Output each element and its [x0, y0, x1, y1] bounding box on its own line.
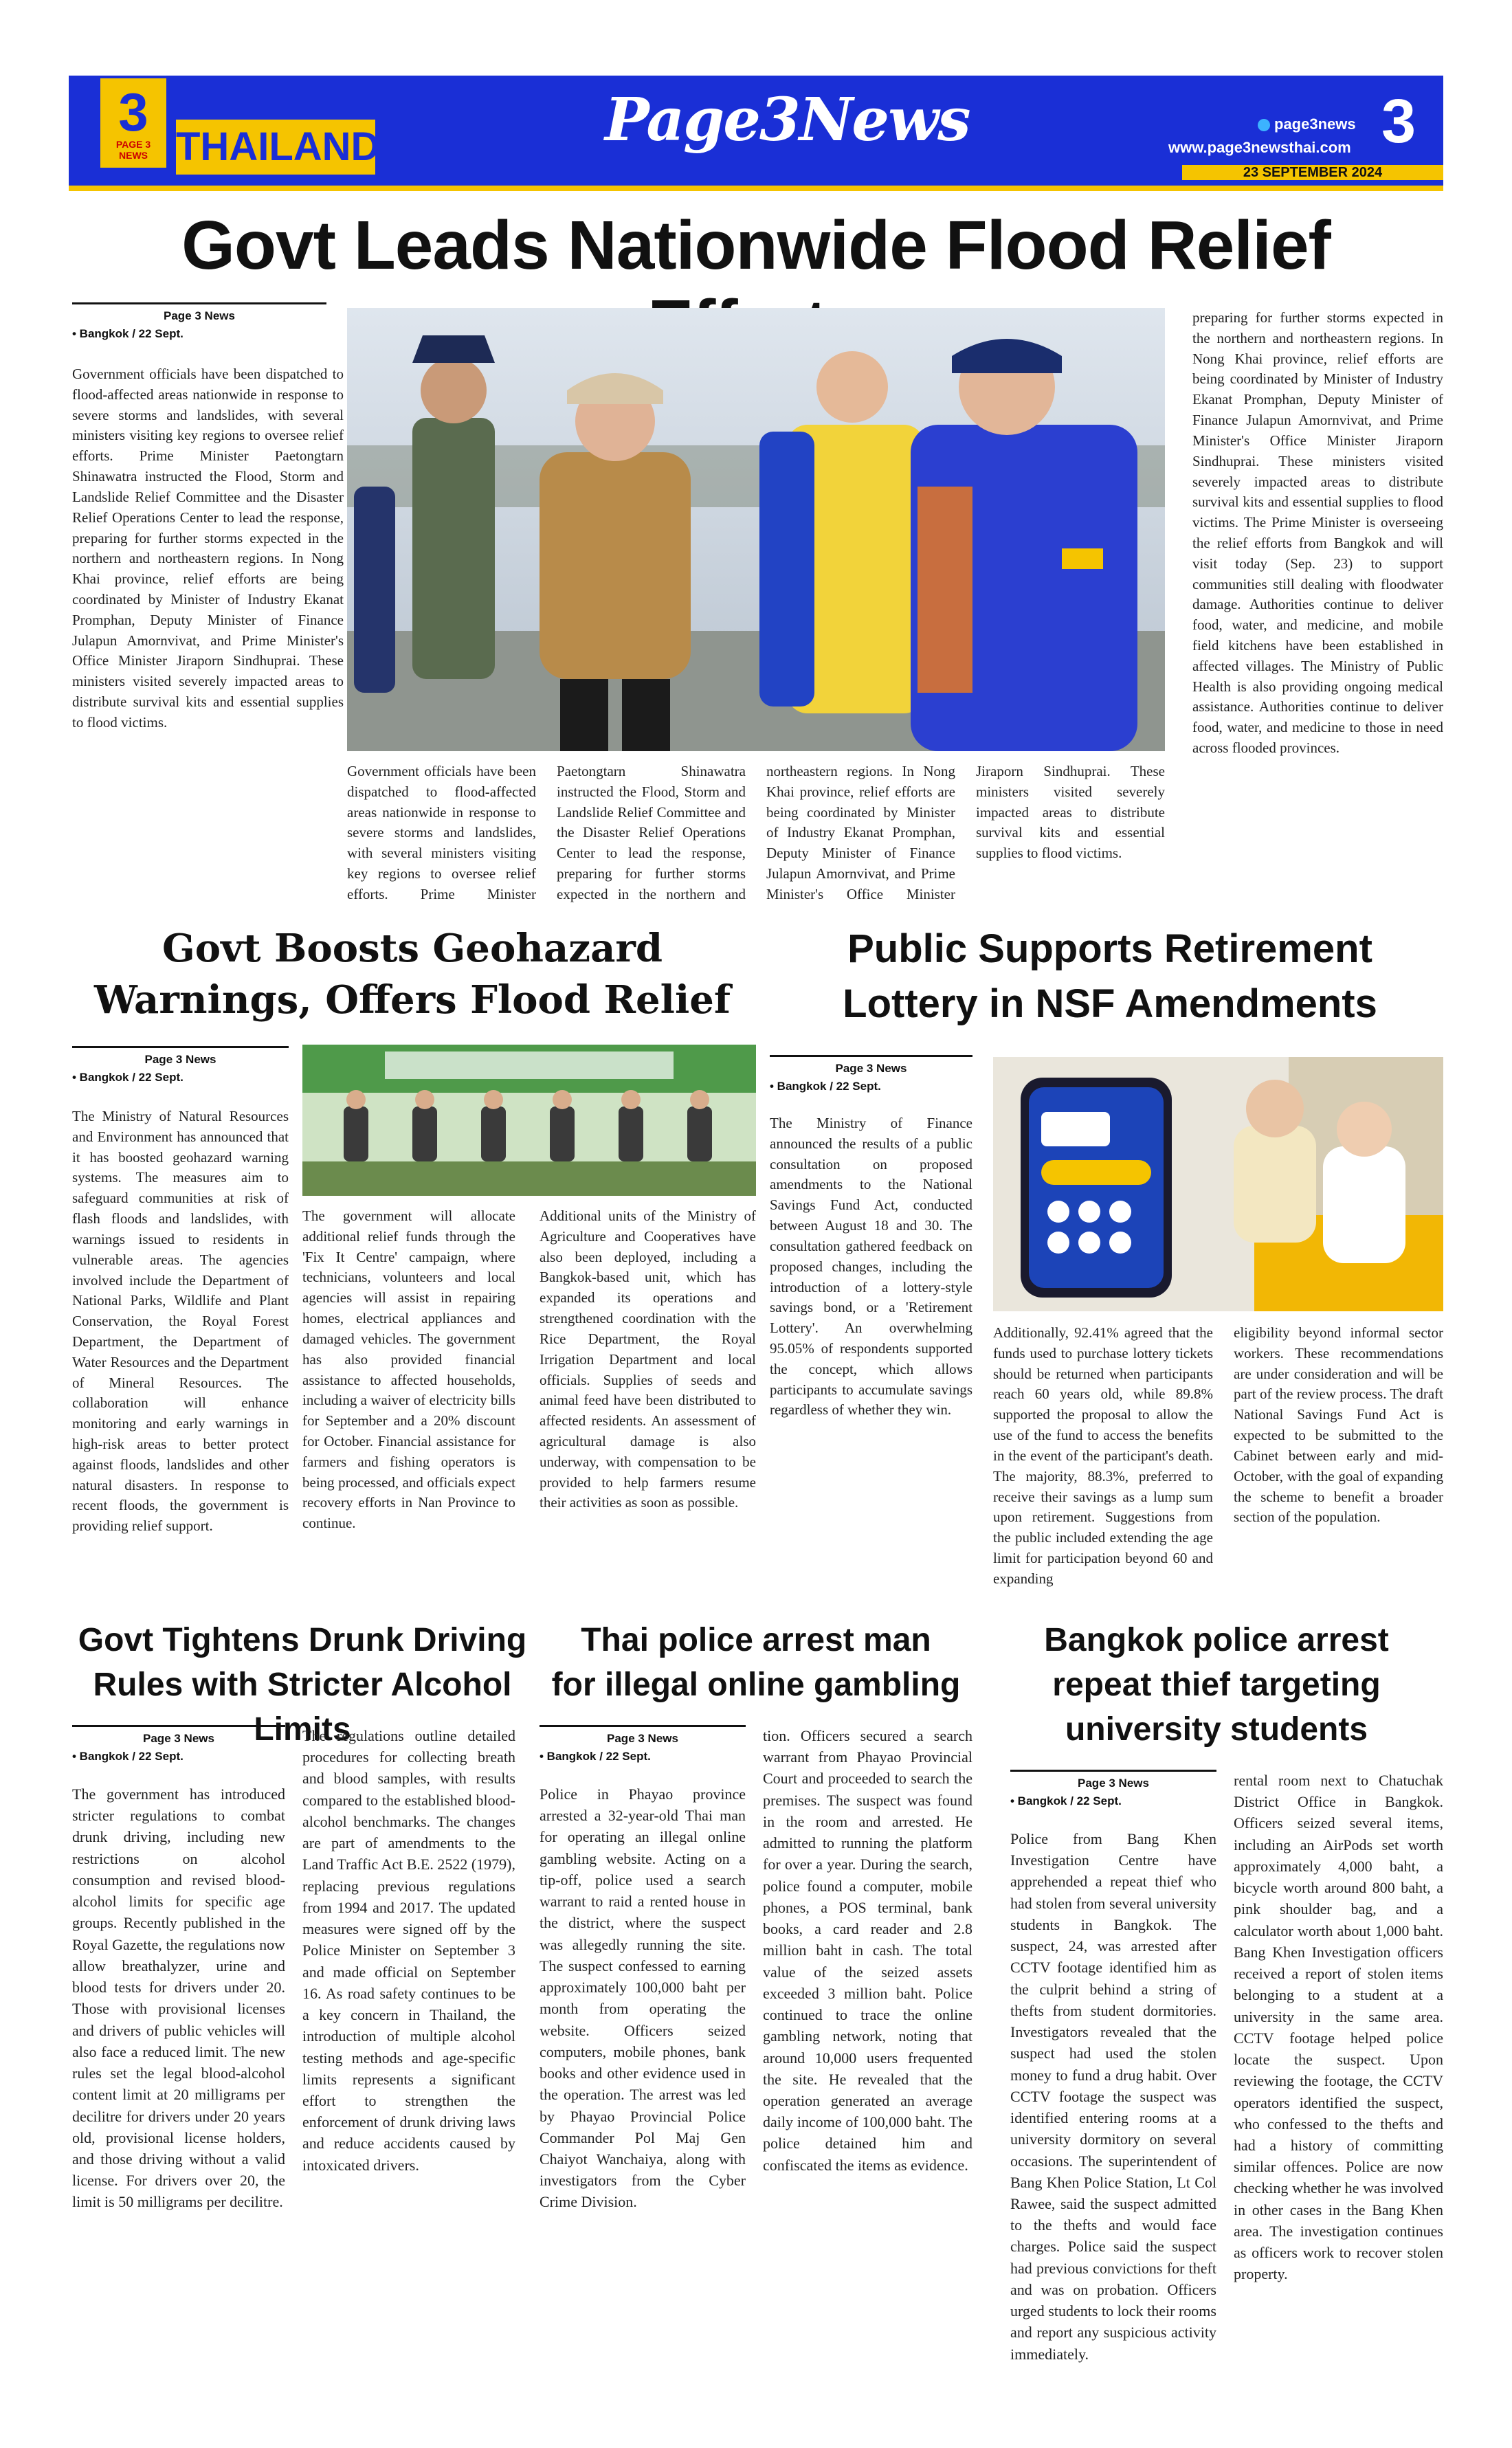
story2-column-2: The government will allocate additional relief funds through the 'Fix It Centre' campaign, where technicians, volunteers and local agencies will assist in repairing homes, electrical appliances and damaged vehicles. The government has also provided financial assistance to affected households, including a waiver of electricity bills for September and a 20% discount for October. Financial assistance for farmers and fishing operators is being processed, and officials expect recovery efforts in Nan Province to continue.: [302, 1208, 515, 1532]
byline-source: Page 3 News: [835, 1062, 907, 1075]
story6-headline-2: repeat thief targeting: [1052, 1667, 1381, 1703]
story2-photo: [302, 1045, 756, 1196]
byline-source: Page 3 News: [144, 1053, 216, 1066]
lead-byline: [72, 302, 326, 342]
story3-headline-1: Public Supports Retirement: [847, 926, 1372, 971]
story5-headline-2: for illegal online gambling: [551, 1667, 961, 1703]
story4-headline-2: Rules with Stricter Alcohol Limits: [93, 1667, 512, 1748]
lead-continuation: Government officials have been dispatched to flood-affected areas nationwide in response to severe storms and landslides, with several ministers visiting key regions to oversee relief efforts. Prime Minister Paetongtarn Shinawatra instructed the Flood, Storm and Landslide Relief Committee and the Disaster Relief Operations Center to lead the response, preparing for further storms expected in the northern and northeastern regions. In Nong Khai province, relief efforts are being coordinated by Minister of Industry Ekanat Promphan, Deputy Minister of Finance Julapun Amornvivat, and Prime Minister's Office Minister Jiraporn Sindhuprai. These ministers visited severely impacted areas to distribute survival kits and essential supplies to flood victims.: [347, 763, 1165, 902]
story5-column-1: Police in Phayao province arrested a 32-year-old Thai man for operating an illegal online gambling website. Acting on a tip-off, police used a search warrant to raid a rented house in the district, where the suspect was allegedly running the site. The suspect confessed to earning approximately 100,000 baht per month from operating the website. Officers seized computers, mobile phones, bank books and other evidence used in the operation. The arrest was led by Phayao Provincial Police Commander Pol Maj Gen Chaiyot Wanchaiya, along with investigators from the Cyber Crime Division.: [540, 1785, 746, 2211]
story3-headline-2: Lottery in NSF Amendments: [843, 981, 1377, 1026]
story3-column-3: eligibility beyond informal sector workers. These recommendations are under consideration and will be part of the review process. The draft National Savings Fund Act is expected to be submitted to the Cabinet between early and mid-October, with the goal of expanding the scheme to benefit a broader section of the population.: [1234, 1324, 1443, 1526]
byline-place: • Bangkok / 22 Sept.: [72, 1070, 184, 1084]
photo-ministers-stage-icon: [302, 1045, 756, 1196]
story6-column-2: rental room next to Chatuchak District Office in Bangkok. Officers seized several items, including an AirPods set worth approximately 4,000 baht, a bicycle worth around 800 baht, a pink shoulder bag, and a calculator worth about 1,000 baht. Bang Khen Investigation officers received a report of stolen items belonging to a student at a university in the same area. CCTV footage helped police locate the suspect. Upon reviewing the footage, the CCTV operators identified the suspect, who confessed to the thefts and had a history of committing similar offences. Police are now checking whether he was involved in other cases in the Bang Khen area. The investigation continues as officers work to recover stolen property.: [1234, 1772, 1443, 2283]
logo-sub: PAGE 3 NEWS: [115, 139, 151, 161]
story4-column-1: The government has introduced stricter regulations to combat drunk driving, including new restrictions on alcohol consumption and revised blood-alcohol limits for specific age groups. Recently published in the Royal Gazette, the regulations now allow breathalyzer, urine and blood tests for drivers under 20. Those with provisional licenses and drivers of public vehicles will also face a reduced limit. The new rules set the legal blood-alcohol content limit at 20 milligrams per decilitre for drivers under 20 years old, provisional license holders, and those driving without a valid license. For drivers over 20, the limit is 50 milligrams per decilitre.: [72, 1785, 285, 2211]
story3-column-1: The Ministry of Finance announced the results of a public consultation on proposed amendments to the National Savings Fund Act, conducted between August 18 and 30. The consultation gathered feedback on proposed changes, including the introduction of a lottery-style savings bond, or a 'Retirement Lottery'. An overwhelming 95.05% of respondents supported the concept, which allows participants to accumulate savings regardless of whether they win.: [770, 1115, 972, 1418]
lead-column-left: Government officials have been dispatched to flood-affected areas nationwide in response to severe storms and landslides, with several ministers visiting key regions to oversee relief efforts. Prime Minister Paetongtarn Shinawatra instructed the Flood, Storm and Landslide Relief Committee and the Disaster Relief Operations Center to lead the response, preparing for further storms expected in the northern and northeastern regions. In Nong Khai province, relief efforts are being coordinated by Minister of Industry Ekanat Promphan, Deputy Minister of Finance Julapun Amornvivat, and Prime Minister's Office Minister Jiraporn Sindhuprai. These ministers visited severely impacted areas to distribute survival kits and essential supplies to flood victims.: [72, 366, 344, 731]
story4-column-2: The regulations outline detailed procedures for collecting breath and blood samples, with results compared to the established blood-alcohol benchmarks. The changes are part of amendments to the Land Traffic Act B.E. 2522 (1979), replacing previous regulations from 1994 and 2017. The updated measures were signed off by the Police Minister on September 3 and made official on September 16. As road safety continues to be a key concern in Thailand, the introduction of multiple alcohol testing methods and age-specific limits represents a significant effort to strengthen the enforcement of drunk driving laws and reduce accidents caused by intoxicated drivers.: [302, 1727, 515, 2174]
story6-headline-1: Bangkok police arrest: [1044, 1622, 1389, 1658]
story6-headline-3: university students: [1065, 1711, 1368, 1748]
story4-headline-1: Govt Tightens Drunk Driving: [78, 1622, 527, 1658]
social-icon: [1258, 119, 1270, 131]
story2-byline: [72, 1046, 289, 1086]
issue-date: 23 SEPTEMBER 2024: [1182, 165, 1443, 180]
social-handle-text: page3news: [1274, 115, 1356, 133]
lead-column-right: preparing for further storms expected in the northern and northeastern regions. In Nong Khai province, relief efforts are being coordinated by Minister of Industry Ekanat Promphan, Deputy Minister of Finance Julapun Amornvivat, and Prime Minister's Office Minister Jiraporn Sindhuprai. These ministers visited severely impacted areas to distribute survival kits and essential supplies to flood victims. The Prime Minister is overseeing the relief efforts from Bangkok and will visit today (Sep. 23) to support communities still dealing with floodwater damage. Authorities continue to deliver food, water, and medicine, and mobile field kitchens have been established in affected villages. The Ministry of Public Health is also providing ongoing medical assistance. Authorities continue to deliver food, water, and medicine to those in need across flooded provinces.: [1192, 309, 1443, 757]
byline-place: • Bangkok / 22 Sept.: [1010, 1794, 1122, 1807]
story3-column-2: Additionally, 92.41% agreed that the funds used to purchase lottery tickets should be returned when participants reach 60 years old, while 89.8% supported the proposal to allow the use of the fund to access the benefits in the event of the participant's death. The majority, 88.3%, preferred to receive their savings as a lump sum upon retirement. Suggestions from the public included extending the age limit for participation beyond 60 and expanding: [993, 1324, 1213, 1587]
byline-source: Page 3 News: [1078, 1777, 1149, 1790]
story2-column-3: Additional units of the Ministry of Agriculture and Cooperatives have also been deployed, including a Bangkok-based unit, which has expanded its operations and strengthened coordination with the Rice Department, the Royal Irrigation Department and local officials. Supplies of seeds and animal feed have been distributed to affected residents. An assessment of agricultural damage is also underway, with compensation to be provided to help farmers resume their activities as soon as possible.: [540, 1208, 756, 1511]
byline-place: • Bangkok / 22 Sept.: [770, 1079, 881, 1093]
byline-place: • Bangkok / 22 Sept.: [72, 326, 184, 340]
photo-officials-airbase-icon: [347, 308, 1165, 751]
website-url: www.page3newsthai.com: [1168, 139, 1351, 156]
byline-place: • Bangkok / 22 Sept.: [72, 1749, 184, 1763]
photo-retirement-lottery-app-icon: [993, 1057, 1443, 1311]
byline-source: Page 3 News: [164, 309, 235, 322]
region-label: THAILAND: [176, 120, 375, 175]
byline-source: Page 3 News: [143, 1732, 214, 1745]
story5-byline: [540, 1725, 746, 1765]
story3-byline: [770, 1055, 972, 1095]
page-number: 3: [1381, 87, 1416, 156]
lead-headline: Govt Leads Nationwide Flood Relief: [181, 207, 1331, 284]
social-handle: [1258, 115, 1356, 133]
story6-byline: [1010, 1770, 1216, 1810]
byline-place: • Bangkok / 22 Sept.: [540, 1749, 651, 1763]
story6-column-1: Police from Bang Khen Investigation Centre have apprehended a repeat thief who had stolen from several university students in Bangkok. The suspect, 24, was arrested after CCTV footage identified him as the culprit behind a string of thefts from student dormitories. Investigators revealed that the suspect had used the stolen money to fund a drug habit. Over CCTV footage the suspect was identified entering rooms at a university dormitory on several occasions. The superintendent of Bang Khen Police Station, Lt Col Rawee, said the suspect admitted to the thefts and would face charges. Police said the suspect had previous convictions for theft and was on probation. Officers urged students to lock their rooms and report any suspicious activity immediately.: [1010, 1830, 1216, 2363]
logo-number: 3: [118, 82, 148, 142]
lead-photo: [347, 308, 1165, 751]
page3-logo: [100, 78, 166, 168]
brand-name: Page3News: [605, 85, 970, 155]
byline-source: Page 3 News: [607, 1732, 678, 1745]
story2-headline-2: Warnings, Offers Flood Relief: [94, 977, 731, 1023]
story2-headline-1: Govt Boosts Geohazard: [162, 926, 663, 971]
story3-photo: [993, 1057, 1443, 1311]
story4-byline: [72, 1725, 285, 1765]
story2-column-1: The Ministry of Natural Resources and Environment has announced that it has boosted geohazard warning systems. The measures aim to safeguard communities at risk of flash floods and landslides, with warnings issued to residents in vulnerable areas. The agencies involved include the Department of National Parks, Wildlife and Plant Conservation, the Royal Forest Department, the Department of Water Resources and the Department of Mineral Resources. The collaboration will enhance monitoring and early warnings in high-risk areas to better protect against floods, landslides and other natural disasters. In response to recent floods, the government is providing relief support.: [72, 1108, 289, 1535]
story5-headline-1: Thai police arrest man: [581, 1622, 931, 1658]
story5-column-2: tion. Officers secured a search warrant from Phayao Provincial Court and proceeded to search the premises. The suspect was found in the room and arrested. He admitted to running the platform for over a year. During the search, police found a computer, mobile phones, a POS terminal, bank books, a card reader and 2.8 million baht in cash. The total value of the seized assets exceeded 3 million baht. Police continued to trace the online gambling network, noting that around 10,000 users frequented the site. He revealed that the operation generated an average daily income of 100,000 baht. The police detained him and confiscated the items as evidence.: [763, 1727, 972, 2174]
